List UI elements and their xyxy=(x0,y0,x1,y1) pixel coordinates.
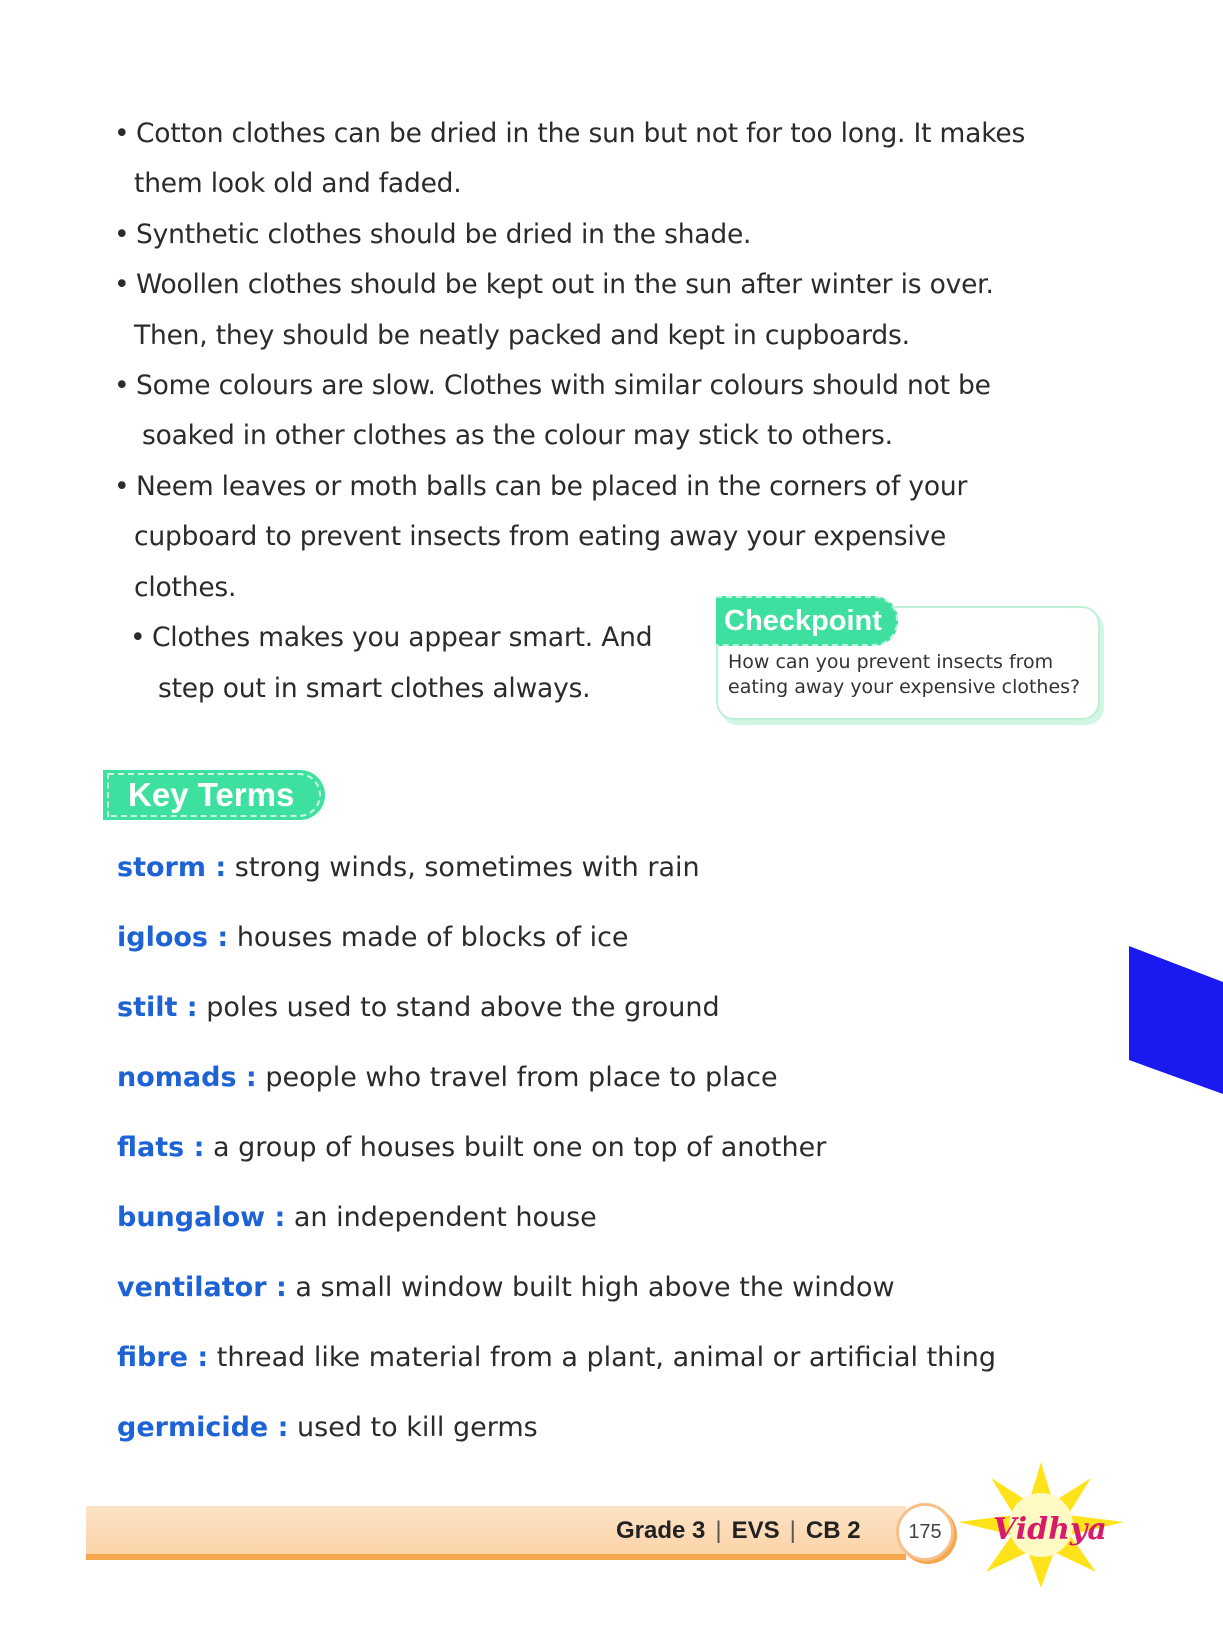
term-definition: people who travel from place to place xyxy=(265,1062,778,1093)
key-term xyxy=(117,848,700,888)
footer-info: Grade 3 | EVS | CB 2 xyxy=(616,1517,861,1544)
footer-grade: Grade 3 xyxy=(616,1517,706,1544)
bullet-item: • Synthetic clothes should be dried in the shade. xyxy=(114,219,752,250)
chapter-side-tab xyxy=(1129,946,1223,1094)
term-definition: a group of houses built one on top of another xyxy=(213,1132,827,1163)
bullet-item: • Some colours are slow. Clothes with similar colours should not be xyxy=(114,370,991,401)
term-definition: thread like material from a plant, animal or artificial thing xyxy=(216,1342,997,1373)
term-word: ventilator : xyxy=(117,1272,287,1303)
footer-underline xyxy=(86,1554,906,1560)
term-word: igloos : xyxy=(117,922,229,953)
term-definition: poles used to stand above the ground xyxy=(206,992,720,1023)
key-term xyxy=(117,1128,826,1168)
checkpoint-title: Checkpoint xyxy=(716,596,898,646)
term-word: bungalow : xyxy=(117,1202,286,1233)
bullet-item-continuation: cupboard to prevent insects from eating away your expensive xyxy=(134,521,947,552)
checkpoint-question-line: eating away your expensive clothes? xyxy=(728,676,1081,698)
key-term xyxy=(117,918,629,958)
term-definition: strong winds, sometimes with rain xyxy=(234,852,700,883)
footer-book: CB 2 xyxy=(805,1517,861,1544)
bullet-item-continuation: clothes. xyxy=(134,572,237,603)
checkpoint-question xyxy=(728,650,1098,700)
term-word: nomads : xyxy=(117,1062,257,1093)
bullet-item-continuation: soaked in other clothes as the colour may stick to others. xyxy=(142,420,893,451)
term-definition: a small window built high above the window xyxy=(295,1272,895,1303)
key-term xyxy=(117,1408,538,1448)
bullet-item: • Clothes makes you appear smart. And xyxy=(130,622,653,653)
key-terms-title: Key Terms xyxy=(128,776,295,813)
key-term xyxy=(117,1058,778,1098)
bullet-item: • Woollen clothes should be kept out in the sun after winter is over. xyxy=(114,269,994,300)
key-term xyxy=(117,988,720,1028)
page-number: 175 xyxy=(896,1503,954,1561)
key-term xyxy=(117,1198,597,1238)
term-word: flats : xyxy=(117,1132,205,1163)
term-word: storm : xyxy=(117,852,227,883)
term-word: germicide : xyxy=(117,1412,289,1443)
checkpoint-question-line: How can you prevent insects from xyxy=(728,651,1054,673)
term-word: fibre : xyxy=(117,1342,209,1373)
term-word: stilt : xyxy=(117,992,198,1023)
logo-text: Vidhya xyxy=(993,1512,1107,1547)
bullet-item-continuation: step out in smart clothes always. xyxy=(158,673,591,704)
bullet-item-continuation: them look old and faded. xyxy=(134,168,462,199)
bullet-item: • Neem leaves or moth balls can be placed in the corners of your xyxy=(114,471,968,502)
term-definition: used to kill germs xyxy=(297,1412,538,1443)
key-term xyxy=(117,1268,895,1308)
term-definition: houses made of blocks of ice xyxy=(236,922,629,953)
bullet-item: • Cotton clothes can be dried in the sun but not for too long. It makes xyxy=(114,118,1026,149)
footer-subject: EVS xyxy=(731,1517,780,1544)
bullet-item-continuation: Then, they should be neatly packed and kept in cupboards. xyxy=(134,320,910,351)
term-definition: an independent house xyxy=(293,1202,597,1233)
key-term xyxy=(117,1338,996,1378)
